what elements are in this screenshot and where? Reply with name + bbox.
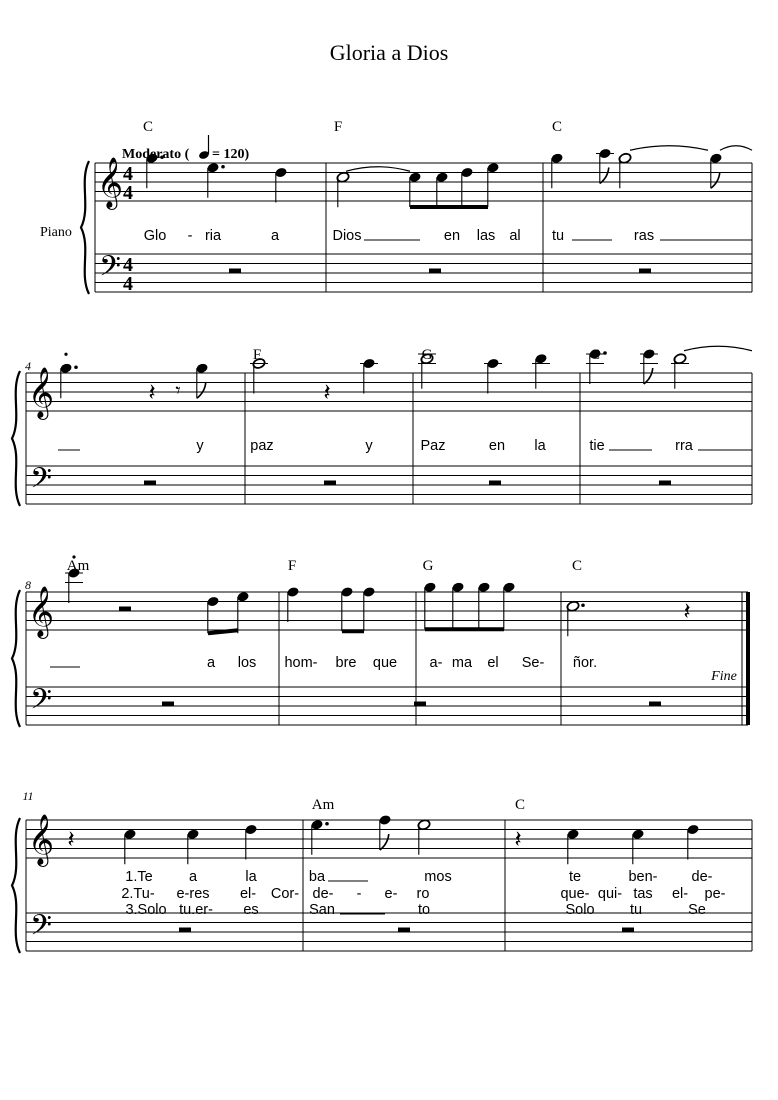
treble-clef-icon: 𝄞 [27,368,55,417]
lyric-syllable: ras [633,228,655,244]
time-signature-top: 4 [123,163,133,185]
lyric-syllable: e-res [176,886,210,902]
tie [346,167,410,172]
lyric-syllable: rra [675,438,693,454]
lyric-syllable: el- [671,886,689,902]
bass-clef-icon: 𝄢 [99,251,121,289]
lyric-syllable: y [365,438,373,454]
lyric-syllable: ma [451,655,473,671]
lyric-syllable: Solo [565,902,595,918]
chord-symbol: F [333,119,343,135]
time-signature-top: 4 [123,254,133,276]
half-rest-icon [229,269,241,274]
lyric-syllable: que [372,655,398,671]
chord-symbol: G [422,558,434,574]
lyric-syllable: al [509,228,521,244]
lyric-syllable: te [568,869,582,885]
measure-number: 8 [25,578,31,592]
half-rest-icon [414,702,426,707]
lyric-syllable: Se- [521,655,545,671]
time-signature-bottom: 4 [123,273,133,295]
half-rest-icon [659,481,671,486]
lyric-syllable: Glo [143,228,167,244]
chord-symbol: C [551,119,563,135]
lyric-syllable: pe- [704,886,726,902]
bass-clef-icon: 𝄢 [30,910,52,948]
lyric-syllable: San [309,902,335,918]
instrument-label: Piano [40,225,72,240]
lyric-syllable: tas [633,886,653,902]
lyric-syllable: de- [312,886,334,902]
half-rest-icon [622,928,634,933]
lyric-syllable: a [270,228,280,244]
lyric-syllable: Paz [420,438,446,454]
chord-symbol: F [252,347,262,363]
lyric-syllable: tu [551,228,565,244]
augmentation-dot [74,365,78,369]
half-rest-icon [489,481,501,486]
lyric-syllable: ñor. [572,655,598,671]
lyric-syllable: la [245,869,257,885]
quarter-rest-icon: 𝄽 [67,826,75,853]
tie [720,146,752,151]
system-brace [12,818,20,953]
lyric-syllable: e- [384,886,398,902]
lyric-syllable: ba [308,869,326,885]
lyric-syllable: ben- [628,869,658,885]
fine-marking: Fine [711,669,737,684]
lyric-syllable: los [237,655,257,671]
lyric-syllable: qui- [597,886,623,902]
measure-number: 4 [25,359,31,373]
lyric-syllable: bre [335,655,357,671]
lyric-syllable: en [443,228,461,244]
lyric-syllable: ria [204,228,222,244]
beam [208,630,238,633]
treble-clef-icon: 𝄞 [96,158,124,207]
measure-number: 11 [22,789,34,803]
chord-symbol: C [589,347,601,363]
chord-symbol: Am [66,558,90,574]
chord-symbol: Am [311,797,335,813]
lyric-syllable: la [534,438,546,454]
note-flag [380,834,389,850]
system-brace [81,161,89,294]
chord-symbol: G [421,347,433,363]
score-title: Gloria a Dios [329,40,449,65]
quarter-rest-icon: 𝄽 [683,598,691,625]
bass-clef-icon: 𝄢 [30,684,52,722]
half-rest-icon [162,702,174,707]
lyric-syllable: tu [629,902,643,918]
augmentation-dot [581,603,585,607]
treble-clef-icon: 𝄞 [27,815,55,864]
quarter-rest-icon: 𝄽 [148,379,156,406]
lyric-syllable: to [417,902,431,918]
chord-symbol: C [142,119,154,135]
half-rest-icon [639,269,651,274]
lyric-syllable: a [206,655,216,671]
bass-clef-icon: 𝄢 [30,463,52,501]
augmentation-dot [325,822,329,826]
lyric-syllable: tu.er- [179,902,213,918]
chord-symbol: C [514,797,526,813]
tempo-marking: Moderato ( [122,147,190,162]
lyric-syllable: 3.Solo [125,902,167,918]
final-barline [746,592,750,725]
lyric-syllable: hom- [284,655,318,671]
lyric-syllable: 2.Tu- [121,886,155,902]
note-flag [644,368,653,384]
eighth-rest-icon: 𝄾 [175,380,181,402]
chord-symbol: C [571,558,583,574]
half-rest-icon [429,269,441,274]
lyric-syllable: ro [416,886,430,902]
half-rest-icon [324,481,336,486]
note-flag [600,168,609,184]
lyric-syllable: Se [688,902,706,918]
quarter-rest-icon: 𝄽 [323,379,331,406]
lyric-syllable: y [196,438,204,454]
note-flag [711,172,720,188]
lyric-syllable: de- [691,869,713,885]
lyric-syllable: que- [560,886,590,902]
lyric-syllable: a [188,869,198,885]
treble-clef-icon: 𝄞 [27,587,55,636]
half-rest-icon [179,928,191,933]
lyric-syllable: Dios [332,228,362,244]
time-signature-bottom: 4 [123,182,133,204]
lyric-syllable: paz [250,438,274,454]
lyric-syllable: a- [429,655,443,671]
lyric-syllable: tie [589,438,605,454]
tempo-bpm: = 120) [212,147,250,162]
quarter-rest-icon: 𝄽 [514,826,522,853]
lyric-syllable: - [356,886,362,902]
lyric-syllable: Cor- [270,886,300,902]
lyric-syllable: el- [239,886,257,902]
augmentation-dot [221,165,225,169]
half-rest-icon [649,702,661,707]
half-rest-icon [144,481,156,486]
lyric-syllable: 1.Te [125,869,153,885]
system-brace [12,590,20,727]
half-rest-icon [119,607,131,612]
tie [630,146,708,151]
tie [684,346,752,351]
lyric-syllable: el [487,655,499,671]
half-rest-icon [398,928,410,933]
lyric-syllable: mos [424,869,452,885]
system-brace [12,371,20,506]
lyric-syllable: las [476,228,496,244]
note-flag [197,382,206,398]
lyric-syllable: es [243,902,259,918]
chord-symbol: F [287,558,297,574]
lyric-syllable: - [187,228,193,244]
staccato-dot [64,353,67,356]
lyric-syllable: en [488,438,506,454]
